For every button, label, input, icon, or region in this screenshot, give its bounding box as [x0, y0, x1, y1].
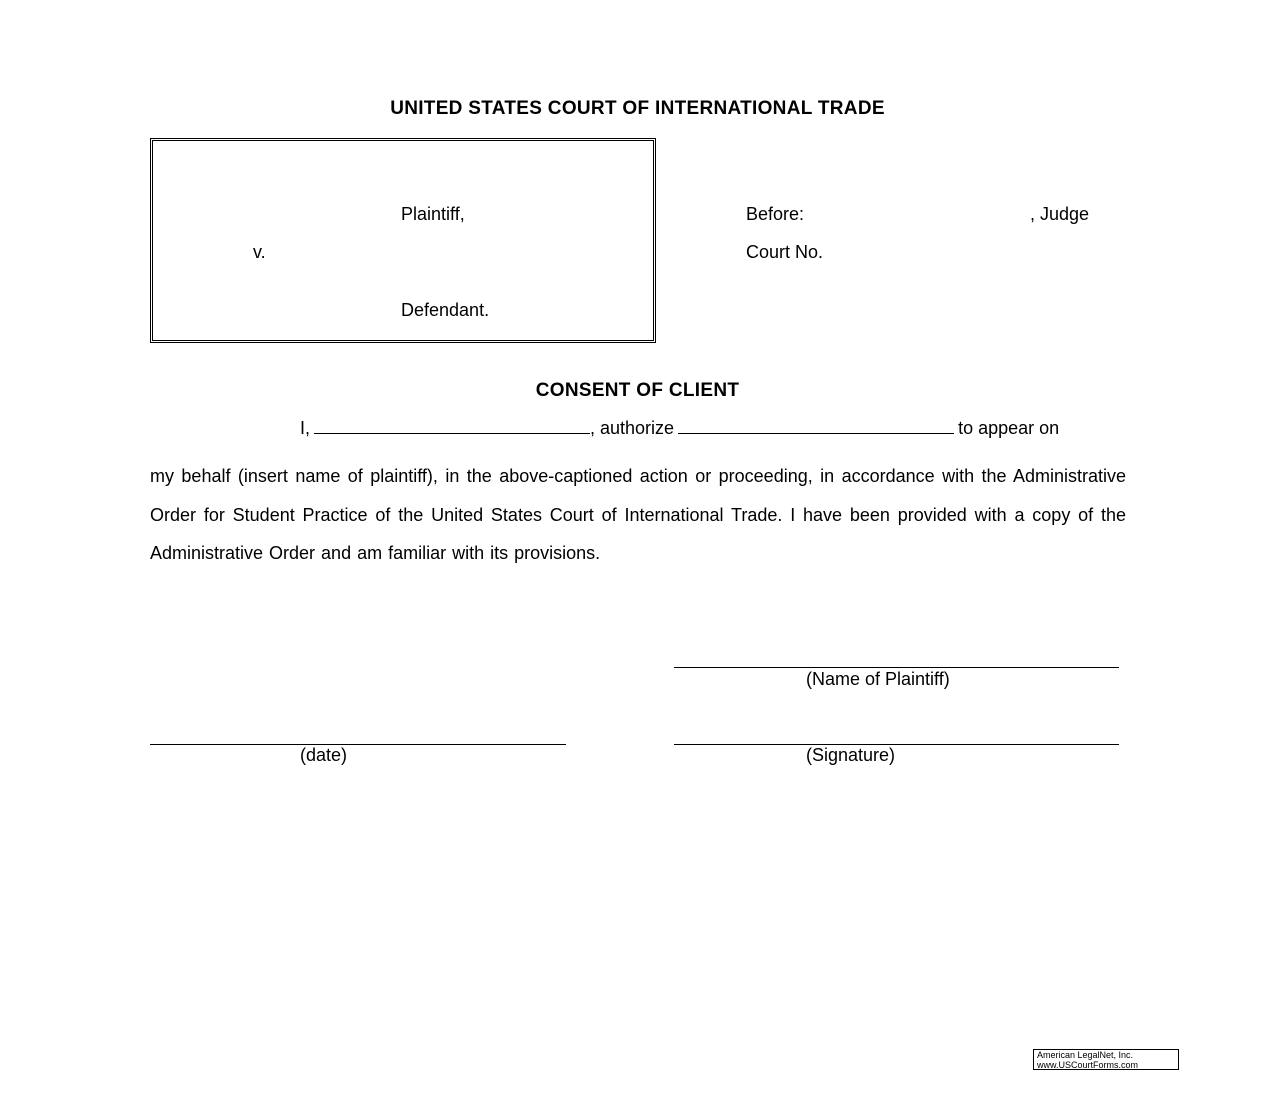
- signature-caption: (Signature): [806, 745, 896, 765]
- plaintiff-name-caption: (Name of Plaintiff): [806, 669, 950, 689]
- publisher-watermark: [1033, 1049, 1179, 1070]
- representative-name-blank: [678, 419, 954, 434]
- plaintiff-name-line: [674, 667, 1119, 668]
- court-title: UNITED STATES COURT OF INTERNATIONAL TRADE: [390, 98, 885, 119]
- client-name-blank: [314, 419, 590, 434]
- date-caption: (date): [300, 745, 348, 765]
- consent-first-line: [300, 418, 1126, 439]
- before-label: Before:: [746, 204, 805, 224]
- watermark-line-2: www.USCourtForms.com: [1037, 1060, 1139, 1070]
- defendant-label: Defendant.: [401, 300, 490, 320]
- watermark-line-1: American LegalNet, Inc.: [1037, 1050, 1134, 1060]
- plaintiff-label: Plaintiff,: [401, 204, 465, 224]
- section-heading: CONSENT OF CLIENT: [535, 380, 740, 401]
- consent-lead: I,: [300, 418, 311, 438]
- consent-to-appear: to appear on: [958, 418, 1060, 438]
- signature-line: [674, 744, 1119, 745]
- consent-authorize: , authorize: [590, 418, 675, 438]
- versus-label: v.: [253, 242, 266, 262]
- date-line: [150, 744, 566, 745]
- judge-suffix: , Judge: [1030, 204, 1090, 224]
- court-number-label: Court No.: [746, 242, 824, 262]
- consent-body: my behalf (insert name of plaintiff), in the above-captioned action or proceeding, in accordance with the Administrative Order for Student Practice of the United States Court of International Trade. I have been provided with a copy of the Administrative Order and am familiar with its provisions.: [150, 466, 1126, 563]
